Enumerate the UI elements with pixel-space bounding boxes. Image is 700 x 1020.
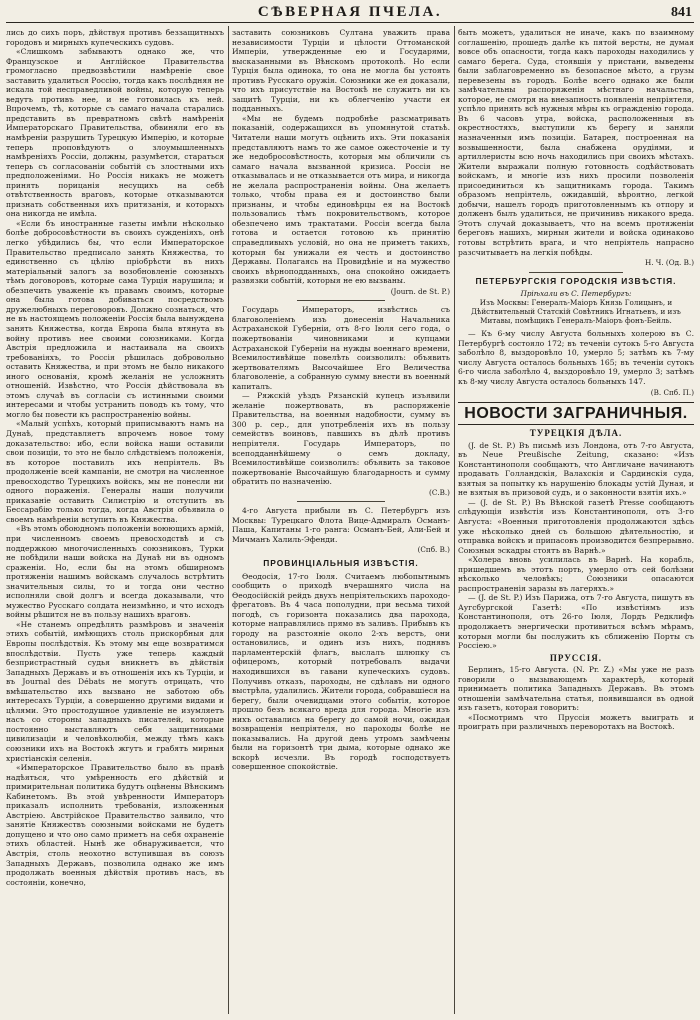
article-paragraph: (J. de St. P.) Въ письмѣ изъ Лондона, отъ 7-го Августа, въ Neue Preußische Zeitung, сказано: «Изъ Константинополя сообщаютъ, что Англичане начинаютъ продавать Голландскія, Валахскія и Сардинскія суда, взятыя за попытку къ нарушенію блокады устій Дуная, и не взятыя въ призовой судъ, и о законности взятія ихъ.» bbox=[458, 440, 694, 498]
source-signature: Н. Ч. (Од. В.) bbox=[644, 258, 694, 268]
article-paragraph: «Императорское Правительство было въ правѣ надѣяться, что умѣренность его дѣйствій и примирительная политика будутъ оцѣнены Вѣнскимъ Кабинетомъ. Въ этой увѣренности Императоръ приказалъ исполнить требованія, изложенныя Австріею. Австрійское Правительство заявило, что занятіе Княжествъ союзными войсками не будетъ допущено и что оно само приметъ на себя охраненіе этихъ областей. Нынѣ же обнаруживается, что Австрія, столь неохотно вступившая въ союзъ Западныхъ Державъ, позволила однако же имъ продолжать военныя дѣйствія противъ насъ, въ состояніи, конечно, bbox=[6, 763, 224, 887]
arrivals-notice bbox=[462, 289, 690, 325]
article-paragraph: «Слишкомъ забываютъ однако же, что Французское и Англійское Правительства громогласно предвозвѣстили намѣреніе свое заставить удалиться Россію, тогда какъ послѣдняя не искала той несправедливой войны, которую теперь ведутъ противъ нее, и не готовилась къ ней. Впрочемъ, тѣ, которые съ самаго начала старались представить въ превратномъ свѣтѣ намѣренія Императорскаго Правительства, обвиняли его въ намѣреніи разрушить Турецкую Имперію, и которые теперь проповѣдуютъ о злоумышленныхъ намѣреніяхъ Россіи, должны, разумѣется, стараться теперь съ согласованіи событій съ злостными ихъ предположеніями. Но Россія никакъ не можетъ принять порицанія несущихъ на себѣ отвѣтственность враговъ, которые отказываются признать собственныя ихъ притязанія, и которыхъ она никогда не имѣла. bbox=[6, 47, 224, 219]
newspaper-title: СѢВЕРНАЯ ПЧЕЛА. bbox=[257, 4, 443, 20]
article-paragraph: Ѳеодосія, 17-го Іюля. Считаемъ любопытнымъ сообщить о приходѣ вчерашняго числа на Ѳеодосійскій рейдъ двухъ непріятельскихъ пароходо-фрегатовъ. Въ 4 часа пополудни, при весьма тихой погодѣ, съ горизонта показались два парохода, которые направлялись прямо въ заливъ. Прибывъ къ городу на разстояніе около 2-хъ верстъ, они остановились, и одинъ изъ нихъ, поднявъ парламентерскій флагъ, выслалъ шлюпку съ офицеромъ, который потребовалъ выдачи находившихся въ гавани купеческихъ судовъ. Получивъ отказъ, пароходы, не сдѣлавъ ни одного выстрѣла, удалились. Жители города, собравшіеся на берегу, были очевидцами этого событія, которое прошло безъ всякаго вреда для города. Многіе изъ нихъ оставались на берегу до самой ночи, ожидая возвращенія непріятеля, но пароходы болѣе не показывались. На другой день утромъ замѣчены были на горизонтѣ три дыма, которые однако же вскорѣ исчезли. Въ городѣ господствуетъ совершенное спокойствіе. bbox=[232, 571, 450, 772]
column-1 bbox=[6, 28, 224, 1014]
article-paragraph: «Малый успѣхъ, который приписываютъ намъ на Дунаѣ, представляетъ впрочемъ новое тому доказательство: ибо, если войска наши оставили свои позиціи, то это не было слѣдствіемъ положенія, въ которое поставилъ ихъ непріятель. Въ продолженіе всей кампаніи, не смотря на численное превосходство Турецкихъ войскъ, мы не понесли ни одного пораженія. Генералы наши получили приказаніе оставить Силистрію и отступить въ Бессарабію только тогда, когда Австрія объявила о своемъ намѣреніи вступить въ Княжества. bbox=[6, 419, 224, 524]
page-number: 841 bbox=[671, 5, 692, 20]
article-paragraph: — Ряжскій уѣздъ Рязанскій купецъ изъявили желаніе пожертвовать, въ распоряженіе Правительства, на военныя надобности, сумму въ 300 р. сер., для употребленія ихъ въ пользу семействъ воиновъ, павшихъ въ дѣлѣ противъ непріятеля. Государь Императоръ, по всеподданнѣйшему о семъ докладу, Всемилостивѣйше соизволилъ: объявить за таковое пожертвованіе Высочайшую благодарность и сумму обратить по назначенію. bbox=[232, 391, 450, 487]
source-signature: (Journ. de St. P.) bbox=[390, 286, 450, 296]
turkish-affairs-heading: ТУРЕЦКІЯ ДѢЛА. bbox=[529, 428, 623, 439]
arrivals-lead: Пріѣхали въ С. Петербургъ: bbox=[520, 289, 632, 299]
masthead bbox=[6, 4, 694, 23]
column-2 bbox=[232, 28, 450, 1014]
article-paragraph: «Холера вновь усилилась въ Варнѣ. На корабль, пришедшемъ въ этотъ порть, умерло отъ сей болѣзни нѣсколько человѣкъ; Союзники опасаются распространенія заразы въ лагеряхъ.» bbox=[458, 555, 694, 593]
article-paragraph: быть можетъ, удалиться не иначе, какъ по взаимному соглашенію, прошедъ далѣе къ пятой версты, не думая вовсе объ опасности, тогда какъ пароходы находились у самаго берега. Суда, стоявшія у пристани, выведены были заблаговременно въ безопасное мѣсто, а грузы перевезены въ городъ. Болѣе всего однако же были замѣчательны распоряженія мѣстнаго начальства, которое, не смотря на внезапность появленія непріятеля, успѣло принять всѣ нужныя мѣры къ огражденію города. Въ 6 часовъ утра, войска, расположенныя въ окрестностяхъ, выступили къ берегу и заняли назначенныя имъ позиціи. Батарея, построенная на возвышенности, была снабжена орудіями, и артиллеристы всю ночь находились при своихъ мѣстахъ. Жители выражали полную готовность содѣйствовать войскамъ, и многіе изъ нихъ просили позволенія присоединиться къ защитникамъ города. Такимъ образомъ непріятель, ожидавшій, вѣроятно, легкой добычи, нашелъ городъ приготовленнымъ къ отпору и долженъ былъ удалиться, не причинивъ никакого вреда. Этотъ случай доказываетъ, что на всемъ протяженіи береговъ нашихъ, мирныя жители и войска одинаково готовы встрѣтить врага, и что непріятель напрасно разсчитываетъ на легкія побѣды. bbox=[458, 28, 694, 257]
article-paragraph: «Посмотримъ что Пруссія можетъ выиграть и проиграть при различныхъ переворотахъ на Востокѣ. bbox=[458, 712, 694, 732]
article-paragraph: — (J. de St. P.) Въ Вѣнской газетѣ Presse сообщаютъ слѣдующія извѣстія изъ Константинополя, отъ 3-го Августа: «Военныя приготовленія продолжаются здѣсь уже нѣсколько дней съ большою дѣятельностію, и отправка войскъ и припасовъ производится безпрерывно. Союзныя эскадры стоятъ въ Варнѣ.» bbox=[458, 497, 694, 555]
article-paragraph: — Къ 6-му числу Августа больныхъ холерою въ С. Петербургѣ состояло 172; въ теченіи сутокъ 5-го Августа заболѣло 8, выздоровѣло 10, умерло 5; затѣмъ къ 7-му числу Августа осталось больныхъ 165; въ теченіи сутокъ 6-го числа заболѣло 4, выздоровѣло 19, умерло 3; затѣмъ къ 8-му числу Августа осталось больныхъ 147. bbox=[458, 329, 694, 386]
section-heading: ПРОВИНЦІАЛЬНЫЯ ИЗВѢСТІЯ. bbox=[263, 557, 419, 568]
article-paragraph: «Не станемъ опредѣлять размѣровъ и значенія этихъ событій, имѣющихъ столь прискорбныя для Европы послѣдствія. Къ этому мы еще возвратимся впослѣдствіи. Пусть уже теперь каждый безпристрастный судья вникнетъ въ дѣйствія Западныхъ Державъ и въ отношенія ихъ къ Турціи, и въ Journal des Débats не могутъ отрицать, что вмѣшательство ихъ вызвано не заботою объ интересахъ Турціи, а совершенно другими видами и цѣлями. Это простодушное удивленіе не изумляетъ насъ со стороны западныхъ писателей, которые постоянно выставляютъ себя защитниками цивилизаціи и человѣколюбія, между тѣмъ какъ союзники ихъ на Востокѣ жгутъ и грабятъ мирныя христіанскія селенія. bbox=[6, 619, 224, 763]
foreign-news-heading: НОВОСТИ ЗАГРАНИЧНЫЯ. bbox=[458, 402, 694, 425]
article-paragraph: — (J. de St. P.) Изъ Парижа, отъ 7-го Августа, пишутъ въ Аугсбургской Газетѣ: «По извѣстіямъ изъ Константинополя, отъ 26-го Іюля, Лордъ Редклифъ продолжаетъ энергически противиться всѣмъ мѣрамъ, которыя могли бы послужить къ сближенію Порты съ Россіею.» bbox=[458, 593, 694, 651]
column-3 bbox=[458, 28, 694, 1014]
separator-rule bbox=[529, 272, 623, 273]
article-paragraph: лись до сихъ поръ, дѣйствуя противъ беззащитныхъ городовъ и мирныхъ купеческихъ судовъ. bbox=[6, 28, 224, 47]
article-paragraph: «Въ этомъ обоюдномъ положеніи воюющихъ армій, при численномъ своемъ превосходствѣ и съ поддержкою многочисленныхъ союзниковъ, Турки не побѣдили наши войска на Дунаѣ ни въ одномъ сраженіи. Но, если бы на этомъ обширномъ протяженіи нашимъ войскамъ случалось встрѣтить значительныя силы, то и тогда они честно исполняли свой долгъ и всегда доказывали, что мужество Русскаго солдата неизмѣнно, и что исходъ войны рѣшится не въ пользу нашихъ враговъ. bbox=[6, 524, 224, 620]
section-heading: ПЕТЕРБУРГСКІЯ ГОРОДСКІЯ ИЗВѢСТІЯ. bbox=[475, 275, 677, 286]
article-paragraph: 4-го Августа прибыли въ С. Петербургъ изъ Москвы: Турецкаго Флота Вице-Адмиралъ Османъ-Паша, Капитаны 1-го ранга: Османъ-Бей, Али-Бей и Мичманъ Халиль-Эфенди. bbox=[232, 506, 450, 544]
article-paragraph: «Если бъ иностранные газеты имѣли нѣсколько болѣе добросовѣстности въ своихъ сужденіяхъ, онѣ легко убѣдились бы, что если Императорское Правительство предписало занять Княжества, то единственно съ цѣлію пріобрѣсти въ нихъ матеріальный залогъ за возобновленіе союзныхъ тѣмъ договоровъ, которые сама Турція нарушила; и обезпечить уваженіе къ правамъ своимъ, которые она была готова добиваться посредствомъ дружелюбныхъ переговоровъ. Должно сознаться, что не въ настоящемъ положеніи Россія была вынуждена занять Княжества, когда Европа была втянута въ войну противъ нее своими союзниками. Когда Австрія предложила и настаивала на своихъ требованіяхъ, то Россія рѣшилась добровольно оставить Княжества, и при этомъ не было никакого иного основанія, кромѣ желанія не усложнять отношеній. Извѣстно, что Россія дѣйствовала въ этомъ случаѣ въ согласіи съ истинными своими интересами и чтобы устранить поводъ къ тому, что могло бы повести къ распространенію войны. bbox=[6, 218, 224, 419]
source-signature: (Спб. В.) bbox=[417, 545, 450, 555]
article-paragraph: Берлинъ, 15-го Августа. (N. Pr. Z.) «Мы уже не разъ говорили о вызывающемъ характерѣ, который принимаетъ политика Западныхъ Державъ. Въ этомъ отношеніи замѣчательна статья, появившаяся въ одной изъ газетъ, которая говоритъ: bbox=[458, 665, 694, 713]
separator-rule bbox=[297, 300, 384, 301]
source-signature: (В. Спб. П.) bbox=[650, 387, 694, 397]
column-divider bbox=[228, 26, 229, 1014]
article-paragraph: Государь Императоръ, извѣстясь съ благоволеніемъ изъ донесенія Начальника Астраханской Губерніи, отъ 8-го Іюля сего года, о пожертвованіи чиновниками и купцами Астраханской Губерніи на нужды военнаго времени, Всемилостивѣйше повелѣть соизволилъ: объявить жертвователямъ Высочайшее Его Величества благоволеніе, а собранную сумму внести въ военный капиталъ. bbox=[232, 305, 450, 391]
prussia-heading: ПРУССІЯ. bbox=[549, 652, 603, 663]
article-paragraph: заставить союзниковъ Султана уважить права независимости Турціи и цѣлости Оттоманской Имперіи, утвержденные ею и Государями, высказанными въ Вѣнскомъ протоколѣ. Но если Турція была одинока, то она не могла бы устоять противъ Русскаго оружія. Союзники же ея доказали, что ихъ присутствіе на Востокѣ не служитъ ни къ защитѣ Турціи, ни къ облегченію участи ея подданныхъ. bbox=[232, 28, 450, 114]
arrivals-body: Изъ Москвы: Генералъ-Маіоръ Князь Голицынъ, и Дѣйствительный Статскій Совѣтникъ Игнатьевъ, и изъ Митавы, помѣщикъ Генералъ-Маіоръ фонъ-Бейль. bbox=[471, 298, 681, 326]
column-divider bbox=[454, 26, 455, 1014]
article-paragraph: «Мы не будемъ подробнѣе разсматривать показаній, содержащихся въ упомянутой статьѣ. Читатели наши могутъ оцѣнить ихъ. Эти показанія представляютъ намъ то же самое ожесточеніе и ту же недобросовѣстность, которыя мы обличили съ самаго начала вызванной кризиса. Россія не отказывалась и не отказывается отъ мира, и никогда не желала распространенія войны. Она желаетъ только, чтобы права ея и достоинство были признаны, и чтобы единовѣрцы ея на Востокѣ пользовались тѣмъ покровительствомъ, которое обезпечено имъ трактатами. Россія всегда была готова и остается готовою къ принятію справедливыхъ условій, но она не приметъ такихъ, которыя бы унижали ея честь и достоинство Державы. Полагаясь на Провидѣніе и на мужество своихъ вѣрноподданныхъ, она спокойно ожидаетъ развязки событій, которыя не ею вызваны. bbox=[232, 113, 450, 286]
source-signature: (С.В.) bbox=[429, 487, 450, 497]
separator-rule bbox=[297, 501, 384, 502]
